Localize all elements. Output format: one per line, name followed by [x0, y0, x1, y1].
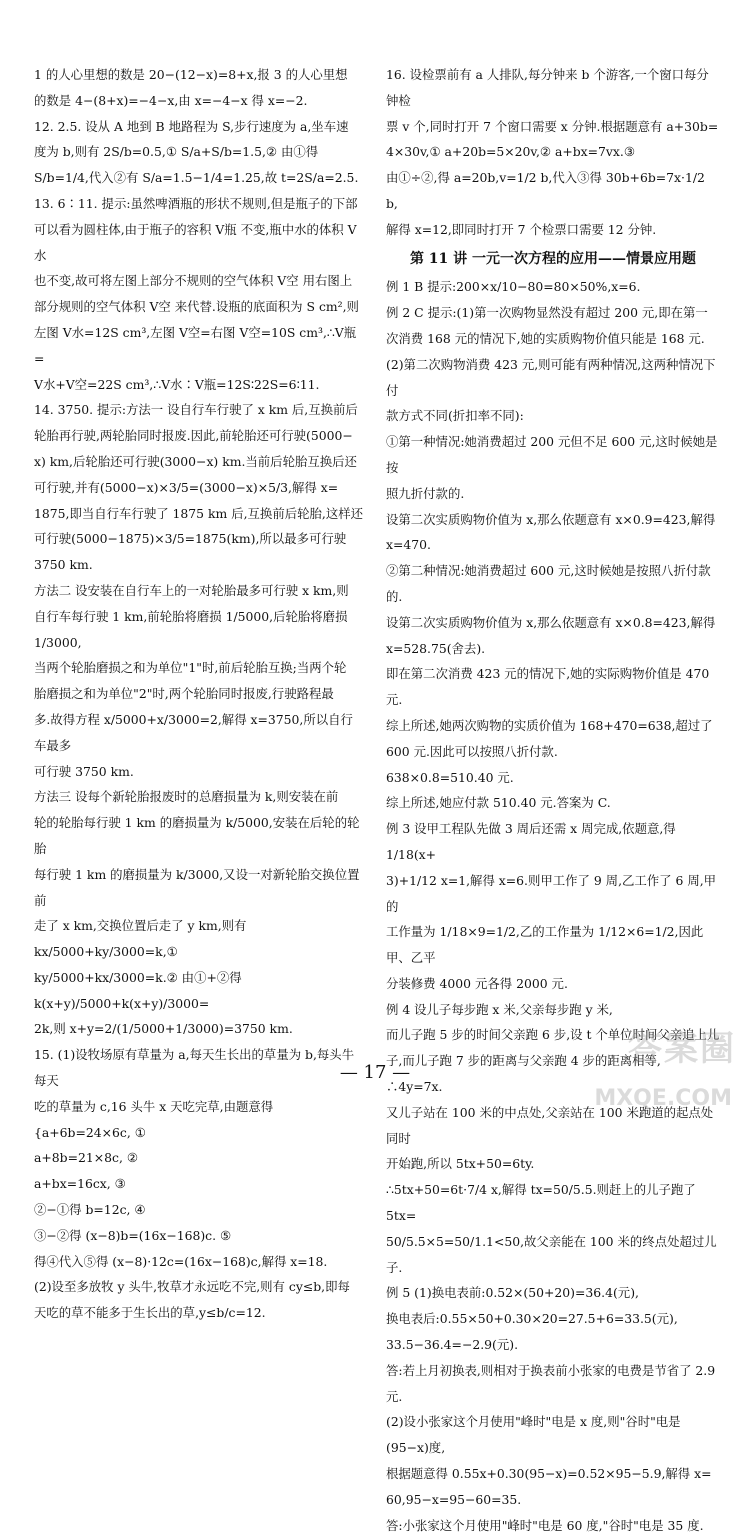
text-line: 12. 2.5. 设从 A 地到 B 地路程为 S,步行速度为 a,坐车速: [34, 118, 349, 134]
text-line: 而儿子跑 5 步的时间父亲跑 6 步,设 t 个单位时间父亲追上儿: [386, 1027, 720, 1043]
text-line: x=470.: [386, 537, 431, 553]
text-line: ∴5tx+50=6t·7/4 x,解得 tx=50/5.5.则赶上的儿子跑了 5tx=: [386, 1182, 696, 1224]
text-line: 方法三 设每个新轮胎报废时的总磨损量为 k,则安装在前: [34, 789, 339, 805]
text-line: 部分规则的空气体积 V空 来代替.设瓶的底面积为 S cm²,则: [34, 299, 359, 315]
text-line: 轮的轮胎每行驶 1 km 的磨损量为 k/5000,安装在后轮的轮胎: [34, 815, 360, 856]
text-line: 15. (1)设牧场原有草量为 a,每天生长出的草量为 b,每头牛每天: [34, 1047, 355, 1089]
text-line: 13. 6∶11. 提示:虽然啤酒瓶的形状不规则,但是瓶子的下部: [34, 195, 358, 211]
text-line: 也不变,故可将左图上部分不规则的空气体积 V空 用右图上: [34, 273, 353, 289]
text-line: 票 v 个,同时打开 7 个窗口需要 x 分钟.根据题意有 a+30b=: [386, 118, 719, 134]
watermark-logo: [596, 1021, 736, 1111]
watermark-url: MXQE.COM: [594, 1086, 732, 1111]
text-line: V水+V空=22S cm³,∴V水∶V瓶=12S∶22S=6∶11.: [34, 376, 320, 392]
text-line: 3)+1/12 x=1,解得 x=6.则甲工作了 9 周,乙工作了 6 周,甲的: [386, 872, 717, 914]
text-line: 每行驶 1 km 的磨损量为 k/3000,又设一对新轮胎交换位置前: [34, 866, 360, 908]
right-column: [386, 62, 720, 1538]
text-line: 例 2 C 提示:(1)第一次购物显然没有超过 200 元,即在第一: [386, 305, 708, 321]
text-line: 得④代入⑤得 (x−8)·12c=(16x−168)c,解得 x=18.: [34, 1253, 328, 1269]
text-line: 答:若上月初换表,则相对于换表前小张家的电费是节省了 2.9 元.: [386, 1362, 716, 1404]
text-line: 设第二次实质购物价值为 x,那么依题意有 x×0.9=423,解得: [386, 511, 716, 527]
text-line: {a+6b=24×6c, ①: [34, 1124, 146, 1140]
text-line: 4×30v,① a+20b=5×20v,② a+bx=7vx.③: [386, 144, 635, 160]
text-line: 例 4 设儿子每步跑 x 米,父亲每步跑 y 米,: [386, 1001, 613, 1017]
text-line: 即在第二次消费 423 元的情况下,她的实际购物价值是 470 元.: [386, 666, 710, 708]
text-line: 60,95−x=95−60=35.: [386, 1491, 522, 1507]
text-line: 16. 设检票前有 a 人排队,每分钟来 b 个游客,一个窗口每分钟检: [386, 67, 709, 108]
text-line: S/b=1/4,代入②有 S/a=1.5−1/4=1.25,故 t=2S/a=2.5.: [34, 170, 359, 186]
text-line: 款方式不同(折扣率不同):: [386, 408, 524, 424]
text-line: 1875,即当自行车行驶了 1875 km 后,互换前后轮胎,这样还: [34, 505, 363, 521]
page-number: — 17 —: [339, 1062, 411, 1083]
text-line: 14. 3750. 提示:方法一 设自行车行驶了 x km 后,互换前后: [34, 402, 358, 418]
text-line: 方法二 设安装在自行车上的一对轮胎最多可行驶 x km,则: [34, 582, 349, 598]
text-line: (2)设至多放牧 y 头牛,牧草才永远吃不完,则有 cy≤b,即每: [34, 1279, 350, 1295]
text-line: 胎磨损之和为单位"2"时,两个轮胎同时报废,行驶路程最: [34, 686, 334, 702]
text-line: 可行驶 3750 km.: [34, 763, 134, 779]
text-line: (2)设小张家这个月使用"峰时"电是 x 度,则"谷时"电是(95−x)度,: [386, 1414, 681, 1456]
text-line: 答:小张家这个月使用"峰时"电是 60 度,"谷时"电是 35 度.: [386, 1517, 704, 1533]
text-line: 天吃的草不能多于生长出的草,y≤b/c=12.: [34, 1305, 266, 1321]
text-line: 又儿子站在 100 米的中点处,父亲站在 100 米跑道的起点处同时: [386, 1104, 714, 1146]
text-line: 次消费 168 元的情况下,她的实质购物价值只能是 168 元.: [386, 330, 705, 346]
text-line: 开始跑,所以 5tx+50=6ty.: [386, 1156, 535, 1172]
text-line: 综上所述,她应付款 510.40 元.答案为 C.: [386, 795, 611, 811]
problem-16-block: [386, 62, 720, 243]
text-line: 当两个轮胎磨损之和为单位"1"时,前后轮胎互换;当两个轮: [34, 660, 347, 676]
text-line: 600 元.因此可以按照八折付款.: [386, 743, 558, 759]
text-line: 换电表后:0.55×50+0.30×20=27.5+6=33.5(元),: [386, 1311, 678, 1327]
text-line: ③−②得 (x−8)b=(16x−168)c. ⑤: [34, 1227, 232, 1243]
text-line: x) km,后轮胎还可行驶(3000−x) km.当前后轮胎互换后还: [34, 453, 357, 469]
text-line: 轮胎再行驶,两轮胎同时报废.因此,前轮胎还可行驶(5000−: [34, 428, 353, 444]
text-line: x=528.75(舍去).: [386, 640, 486, 656]
text-line: 多.故得方程 x/5000+x/3000=2,解得 x=3750,所以自行车最多: [34, 711, 353, 753]
watermark-text: 答案圈: [628, 1029, 736, 1069]
examples-block: [386, 274, 720, 1538]
text-line: 50/5.5×5=50/1.1<50,故父亲能在 100 米的终点处超过儿子.: [386, 1233, 717, 1275]
text-line: a+bx=16cx, ③: [34, 1176, 126, 1192]
text-line: 自行车每行驶 1 km,前轮胎将磨损 1/5000,后轮胎将磨损 1/3000,: [34, 608, 348, 650]
text-line: 根据题意得 0.55x+0.30(95−x)=0.52×95−5.9,解得 x=: [386, 1466, 712, 1482]
text-line: 工作量为 1/18×9=1/2,乙的工作量为 1/12×6=1/2,因此甲、乙平: [386, 924, 704, 966]
text-line: 的数是 4−(8+x)=−4−x,由 x=−4−x 得 x=−2.: [34, 92, 308, 108]
text-line: ①第一种情况:她消费超过 200 元但不足 600 元,这时候她是按: [386, 434, 718, 475]
text-line: 综上所述,她两次购物的实质价值为 168+470=638,超过了: [386, 717, 713, 733]
text-line: 分装修费 4000 元各得 2000 元.: [386, 975, 568, 991]
text-line: 2k,则 x+y=2/(1/5000+1/3000)=3750 km.: [34, 1021, 293, 1037]
text-line: ky/5000+kx/3000=k.② 由①+②得 k(x+y)/5000+k(x+y)/3000=: [34, 969, 242, 1011]
text-line: 638×0.8=510.40 元.: [386, 769, 514, 785]
text-line: 走了 x km,交换位置后走了 y km,则有 kx/5000+ky/3000=k,①: [34, 918, 247, 960]
text-line: 33.5−36.4=−2.9(元).: [386, 1337, 519, 1353]
text-line: 可行驶(5000−1875)×3/5=1875(km),所以最多可行驶: [34, 531, 347, 547]
text-line: 3750 km.: [34, 557, 93, 573]
section-title: 第 11 讲 一元一次方程的应用——情景应用题: [409, 250, 697, 267]
text-line: 例 1 B 提示:200×x/10−80=80×50%,x=6.: [386, 279, 641, 295]
text-line: 左图 V水=12S cm³,左图 V空=右图 V空=10S cm³,∴V瓶=: [34, 324, 357, 366]
text-line: 吃的草量为 c,16 头牛 x 天吃完草,由题意得: [34, 1098, 274, 1114]
text-line: 例 3 设甲工程队先做 3 周后还需 x 周完成,依题意,得 1/18(x+: [386, 821, 676, 862]
text-line: 解得 x=12,即同时打开 7 个检票口需要 12 分钟.: [386, 221, 657, 237]
text-line: 度为 b,则有 2S/b=0.5,① S/a+S/b=1.5,② 由①得: [34, 144, 319, 160]
text-line: a+8b=21×8c, ②: [34, 1150, 138, 1166]
text-line: ②−①得 b=12c, ④: [34, 1202, 146, 1218]
text-line: 子,而儿子跑 7 步的距离与父亲跑 4 步的距离相等, ∴4y=7x.: [386, 1053, 661, 1095]
text-line: 由①÷②,得 a=20b,v=1/2 b,代入③得 30b+6b=7x·1/2 b,: [386, 170, 705, 211]
text-line: 例 5 (1)换电表前:0.52×(50+20)=36.4(元),: [386, 1285, 639, 1301]
text-line: 可行驶,并有(5000−x)×3/5=(3000−x)×5/3,解得 x=: [34, 479, 339, 495]
text-line: ②第二种情况:她消费超过 600 元,这时候她是按照八折付款的.: [386, 563, 711, 604]
text-line: 设第二次实质购物价值为 x,那么依题意有 x×0.8=423,解得: [386, 614, 716, 630]
left-column: [34, 62, 364, 1326]
text-line: (2)第二次购物消费 423 元,则可能有两种情况,这两种情况下付: [386, 356, 716, 398]
text-line: 1 的人心里想的数是 20−(12−x)=8+x,报 3 的人心里想: [34, 67, 348, 82]
text-line: 可以看为圆柱体,由于瓶子的容积 V瓶 不变,瓶中水的体积 V水: [34, 221, 357, 263]
text-line: 照九折付款的.: [386, 485, 465, 501]
